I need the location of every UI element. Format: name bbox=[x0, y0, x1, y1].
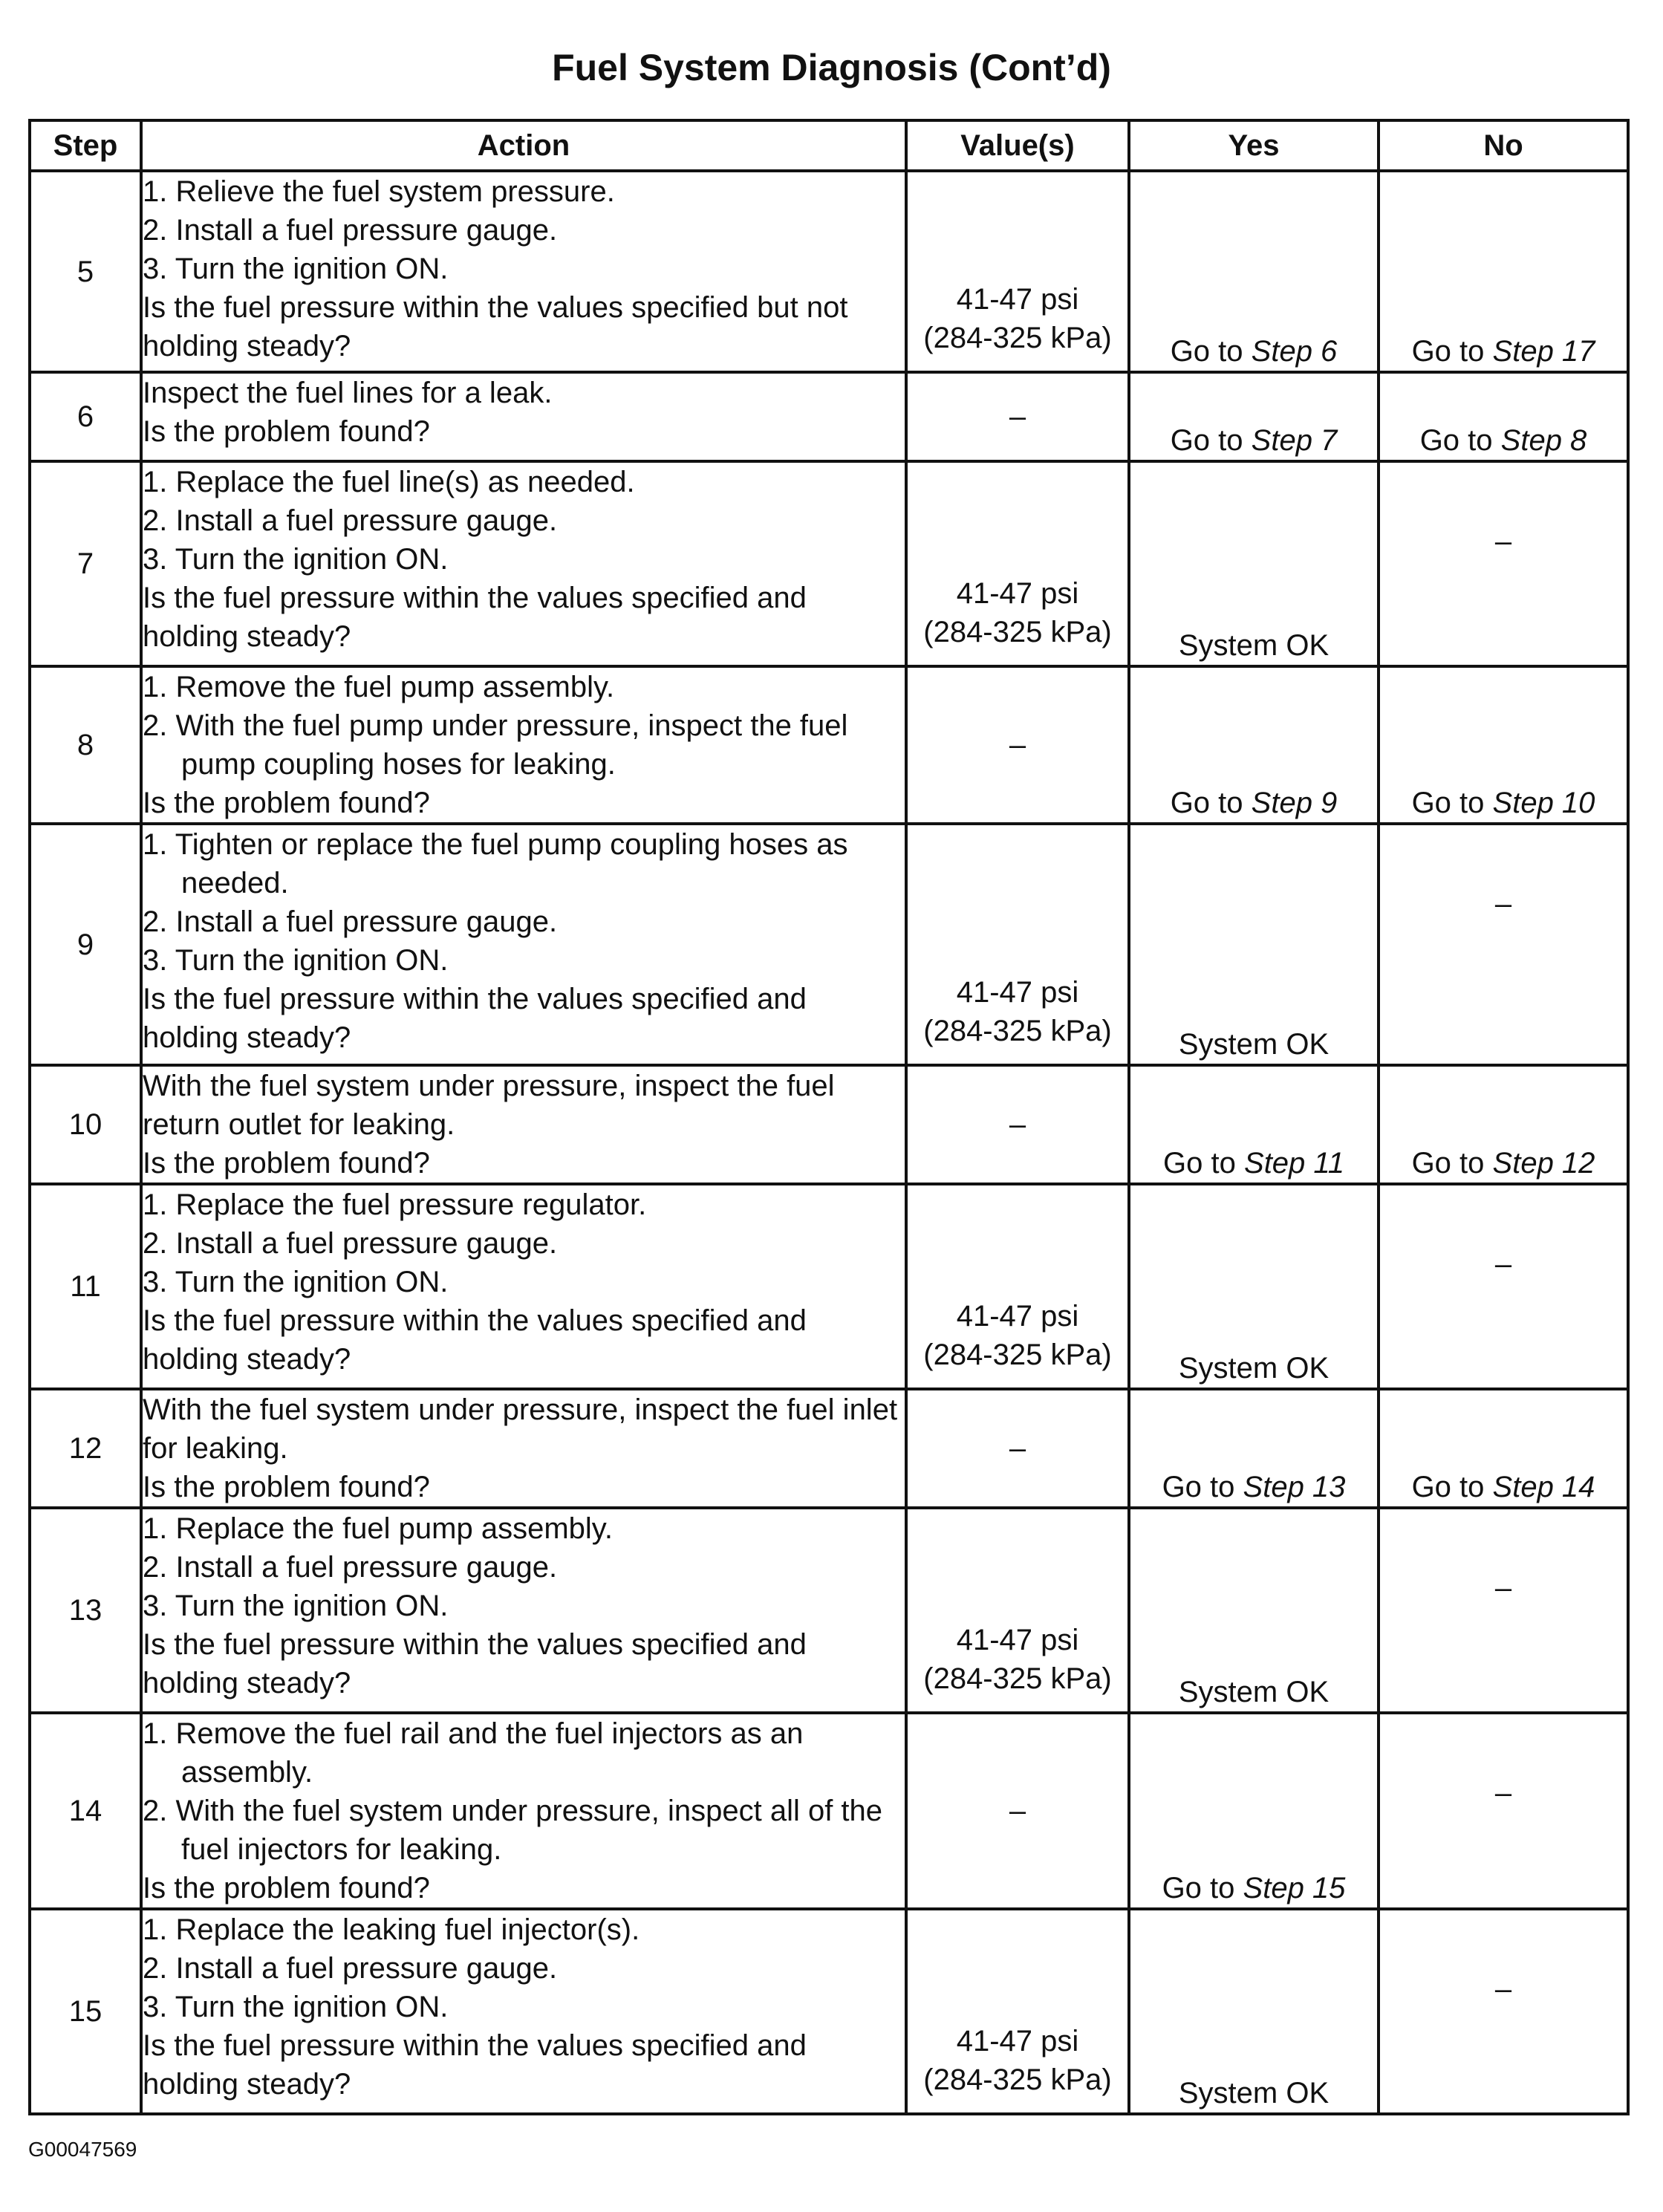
table-row bbox=[30, 372, 1628, 461]
value-text: – bbox=[1009, 729, 1026, 761]
yes-cell bbox=[1129, 372, 1379, 461]
action-line: 1. Tighten or replace the fuel pump coupling hoses as needed. bbox=[143, 828, 848, 900]
action-line: 2. Install a fuel pressure gauge. bbox=[143, 1952, 558, 1985]
step-number: 7 bbox=[30, 461, 141, 666]
no-cell bbox=[1379, 1065, 1628, 1184]
action-cell bbox=[141, 1184, 906, 1389]
no-cell bbox=[1379, 372, 1628, 461]
go-to-label: Go to bbox=[1170, 787, 1243, 819]
table-row bbox=[30, 171, 1628, 372]
action-line: 1. Remove the fuel rail and the fuel injectors as an assembly. bbox=[143, 1717, 804, 1789]
step-reference: Step 8 bbox=[1500, 424, 1587, 457]
yes-cell bbox=[1129, 1508, 1379, 1713]
yes-cell bbox=[1129, 1065, 1379, 1184]
action-line: 2. Install a fuel pressure gauge. bbox=[143, 504, 558, 537]
action-line: 2. Install a fuel pressure gauge. bbox=[143, 1227, 558, 1260]
result-text: System OK bbox=[1178, 1028, 1330, 1061]
action-line: 1. Replace the leaking fuel injector(s). bbox=[143, 1913, 640, 1946]
value-text: 41-47 psi bbox=[956, 1300, 1079, 1333]
value-text: (284-325 kPa) bbox=[923, 2063, 1112, 2096]
table-row bbox=[30, 1065, 1628, 1184]
action-line: 2. With the fuel system under pressure, inspect all of the fuel injectors for leaking. bbox=[143, 1795, 883, 1866]
action-line: 1. Remove the fuel pump assembly. bbox=[143, 671, 615, 703]
header-action: Action bbox=[141, 120, 906, 171]
action-line: 2. With the fuel pump under pressure, inspect the fuel pump coupling hoses for leaking. bbox=[143, 709, 848, 781]
dash-text: – bbox=[1494, 1973, 1512, 2006]
action-line: Is the problem found? bbox=[143, 1872, 430, 1904]
header-step: Step bbox=[30, 120, 141, 171]
dash-text: – bbox=[1494, 1777, 1512, 1809]
step-number: 5 bbox=[30, 171, 141, 372]
action-line: Is the fuel pressure within the values specified and holding steady? bbox=[143, 983, 807, 1054]
action-line: 1. Replace the fuel pressure regulator. bbox=[143, 1188, 647, 1221]
step-number: 10 bbox=[30, 1065, 141, 1184]
yes-cell bbox=[1129, 1184, 1379, 1389]
table-row bbox=[30, 666, 1628, 824]
result-text: System OK bbox=[1178, 1352, 1330, 1385]
value-cell bbox=[906, 171, 1129, 372]
action-line: 1. Replace the fuel line(s) as needed. bbox=[143, 466, 635, 498]
go-to-label: Go to bbox=[1170, 335, 1243, 368]
action-cell bbox=[141, 1389, 906, 1508]
step-reference: Step 9 bbox=[1251, 787, 1338, 819]
action-line: 3. Turn the ignition ON. bbox=[143, 543, 449, 576]
action-line: Is the problem found? bbox=[143, 1147, 430, 1180]
table-row bbox=[30, 1184, 1628, 1389]
yes-cell bbox=[1129, 1909, 1379, 2114]
action-line: 1. Relieve the fuel system pressure. bbox=[143, 175, 615, 208]
value-text: (284-325 kPa) bbox=[923, 616, 1112, 648]
step-number: 9 bbox=[30, 824, 141, 1065]
value-cell bbox=[906, 1713, 1129, 1909]
value-cell bbox=[906, 666, 1129, 824]
header-row bbox=[30, 120, 1628, 171]
go-to-label: Go to bbox=[1170, 424, 1243, 457]
action-line: 1. Replace the fuel pump assembly. bbox=[143, 1512, 613, 1545]
step-reference: Step 17 bbox=[1492, 335, 1595, 368]
action-line: 3. Turn the ignition ON. bbox=[143, 253, 449, 285]
table-row bbox=[30, 824, 1628, 1065]
action-cell bbox=[141, 461, 906, 666]
step-reference: Step 15 bbox=[1243, 1872, 1346, 1904]
action-line: 3. Turn the ignition ON. bbox=[143, 944, 449, 977]
value-cell bbox=[906, 1184, 1129, 1389]
value-text: – bbox=[1009, 1108, 1026, 1141]
step-number: 14 bbox=[30, 1713, 141, 1909]
action-line: 3. Turn the ignition ON. bbox=[143, 1991, 449, 2023]
table-row bbox=[30, 1909, 1628, 2114]
value-text: (284-325 kPa) bbox=[923, 1015, 1112, 1047]
step-reference: Step 11 bbox=[1244, 1147, 1344, 1180]
page-title: Fuel System Diagnosis (Cont’d) bbox=[552, 47, 1111, 88]
go-to-label: Go to bbox=[1163, 1147, 1236, 1180]
yes-cell bbox=[1129, 824, 1379, 1065]
diagnosis-table bbox=[28, 119, 1630, 2115]
step-reference: Step 10 bbox=[1492, 787, 1595, 819]
result-text: System OK bbox=[1178, 1676, 1330, 1708]
yes-cell bbox=[1129, 1713, 1379, 1909]
table-row bbox=[30, 1508, 1628, 1713]
step-number: 12 bbox=[30, 1389, 141, 1508]
action-cell bbox=[141, 1508, 906, 1713]
go-to-label: Go to bbox=[1419, 424, 1493, 457]
action-line: Is the fuel pressure within the values specified but not holding steady? bbox=[143, 291, 848, 362]
go-to-label: Go to bbox=[1162, 1471, 1235, 1503]
action-cell bbox=[141, 824, 906, 1065]
table-row bbox=[30, 461, 1628, 666]
value-text: (284-325 kPa) bbox=[923, 322, 1112, 354]
action-line: 2. Install a fuel pressure gauge. bbox=[143, 1551, 558, 1584]
step-number: 15 bbox=[30, 1909, 141, 2114]
table-row bbox=[30, 1713, 1628, 1909]
header-yes: Yes bbox=[1129, 120, 1379, 171]
value-cell bbox=[906, 1508, 1129, 1713]
value-text: (284-325 kPa) bbox=[923, 1662, 1112, 1695]
yes-cell bbox=[1129, 1389, 1379, 1508]
value-text: – bbox=[1009, 400, 1026, 433]
yes-cell bbox=[1129, 171, 1379, 372]
value-text: 41-47 psi bbox=[956, 976, 1079, 1009]
no-cell bbox=[1379, 171, 1628, 372]
dash-text: – bbox=[1494, 1572, 1512, 1604]
value-cell bbox=[906, 1909, 1129, 2114]
table-body bbox=[30, 171, 1628, 2114]
action-line: Is the problem found? bbox=[143, 415, 430, 448]
step-number: 6 bbox=[30, 372, 141, 461]
header-values: Value(s) bbox=[906, 120, 1129, 171]
action-cell bbox=[141, 666, 906, 824]
yes-cell bbox=[1129, 666, 1379, 824]
header-no: No bbox=[1379, 120, 1628, 171]
step-number: 8 bbox=[30, 666, 141, 824]
action-cell bbox=[141, 1909, 906, 2114]
no-cell bbox=[1379, 1713, 1628, 1909]
step-reference: Step 6 bbox=[1251, 335, 1338, 368]
step-number: 13 bbox=[30, 1508, 141, 1713]
action-line: Is the fuel pressure within the values specified and holding steady? bbox=[143, 1628, 807, 1699]
figure-id: G00047569 bbox=[28, 2138, 137, 2161]
action-line: 2. Install a fuel pressure gauge. bbox=[143, 905, 558, 938]
step-number: 11 bbox=[30, 1184, 141, 1389]
no-cell bbox=[1379, 824, 1628, 1065]
go-to-label: Go to bbox=[1411, 787, 1485, 819]
action-line: Is the problem found? bbox=[143, 787, 430, 819]
no-cell bbox=[1379, 1184, 1628, 1389]
value-cell bbox=[906, 1389, 1129, 1508]
step-reference: Step 14 bbox=[1492, 1471, 1595, 1503]
value-cell bbox=[906, 824, 1129, 1065]
value-cell bbox=[906, 372, 1129, 461]
value-text: 41-47 psi bbox=[956, 1624, 1079, 1656]
go-to-label: Go to bbox=[1411, 335, 1485, 368]
action-cell bbox=[141, 171, 906, 372]
action-line: Is the fuel pressure within the values specified and holding steady? bbox=[143, 582, 807, 653]
action-line: 2. Install a fuel pressure gauge. bbox=[143, 214, 558, 247]
dash-text: – bbox=[1494, 525, 1512, 558]
value-text: – bbox=[1009, 1795, 1026, 1827]
action-line: Is the problem found? bbox=[143, 1471, 430, 1503]
value-text: 41-47 psi bbox=[956, 2025, 1079, 2058]
value-cell bbox=[906, 1065, 1129, 1184]
action-line: 3. Turn the ignition ON. bbox=[143, 1266, 449, 1298]
result-text: System OK bbox=[1178, 629, 1330, 662]
no-cell bbox=[1379, 1508, 1628, 1713]
value-text: 41-47 psi bbox=[956, 577, 1079, 610]
dash-text: – bbox=[1494, 888, 1512, 920]
no-cell bbox=[1379, 461, 1628, 666]
action-line: 3. Turn the ignition ON. bbox=[143, 1590, 449, 1622]
no-cell bbox=[1379, 1389, 1628, 1508]
no-cell bbox=[1379, 1909, 1628, 2114]
dash-text: – bbox=[1494, 1248, 1512, 1281]
value-text: – bbox=[1009, 1432, 1026, 1465]
value-text: (284-325 kPa) bbox=[923, 1338, 1112, 1371]
value-text: 41-47 psi bbox=[956, 283, 1079, 316]
action-line: Is the fuel pressure within the values specified and holding steady? bbox=[143, 2029, 807, 2101]
action-cell bbox=[141, 1065, 906, 1184]
action-line: Is the fuel pressure within the values specified and holding steady? bbox=[143, 1304, 807, 1376]
go-to-label: Go to bbox=[1162, 1872, 1235, 1904]
go-to-label: Go to bbox=[1411, 1147, 1485, 1180]
go-to-label: Go to bbox=[1411, 1471, 1485, 1503]
yes-cell bbox=[1129, 461, 1379, 666]
value-cell bbox=[906, 461, 1129, 666]
step-reference: Step 13 bbox=[1243, 1471, 1346, 1503]
action-line: With the fuel system under pressure, inspect the fuel return outlet for leaking. bbox=[143, 1070, 835, 1141]
step-reference: Step 12 bbox=[1492, 1147, 1595, 1180]
action-line: Inspect the fuel lines for a leak. bbox=[143, 377, 553, 409]
action-line: With the fuel system under pressure, inspect the fuel inlet for leaking. bbox=[143, 1393, 898, 1465]
action-cell bbox=[141, 1713, 906, 1909]
result-text: System OK bbox=[1178, 2077, 1330, 2109]
action-cell bbox=[141, 372, 906, 461]
table-row bbox=[30, 1389, 1628, 1508]
step-reference: Step 7 bbox=[1251, 424, 1338, 457]
no-cell bbox=[1379, 666, 1628, 824]
